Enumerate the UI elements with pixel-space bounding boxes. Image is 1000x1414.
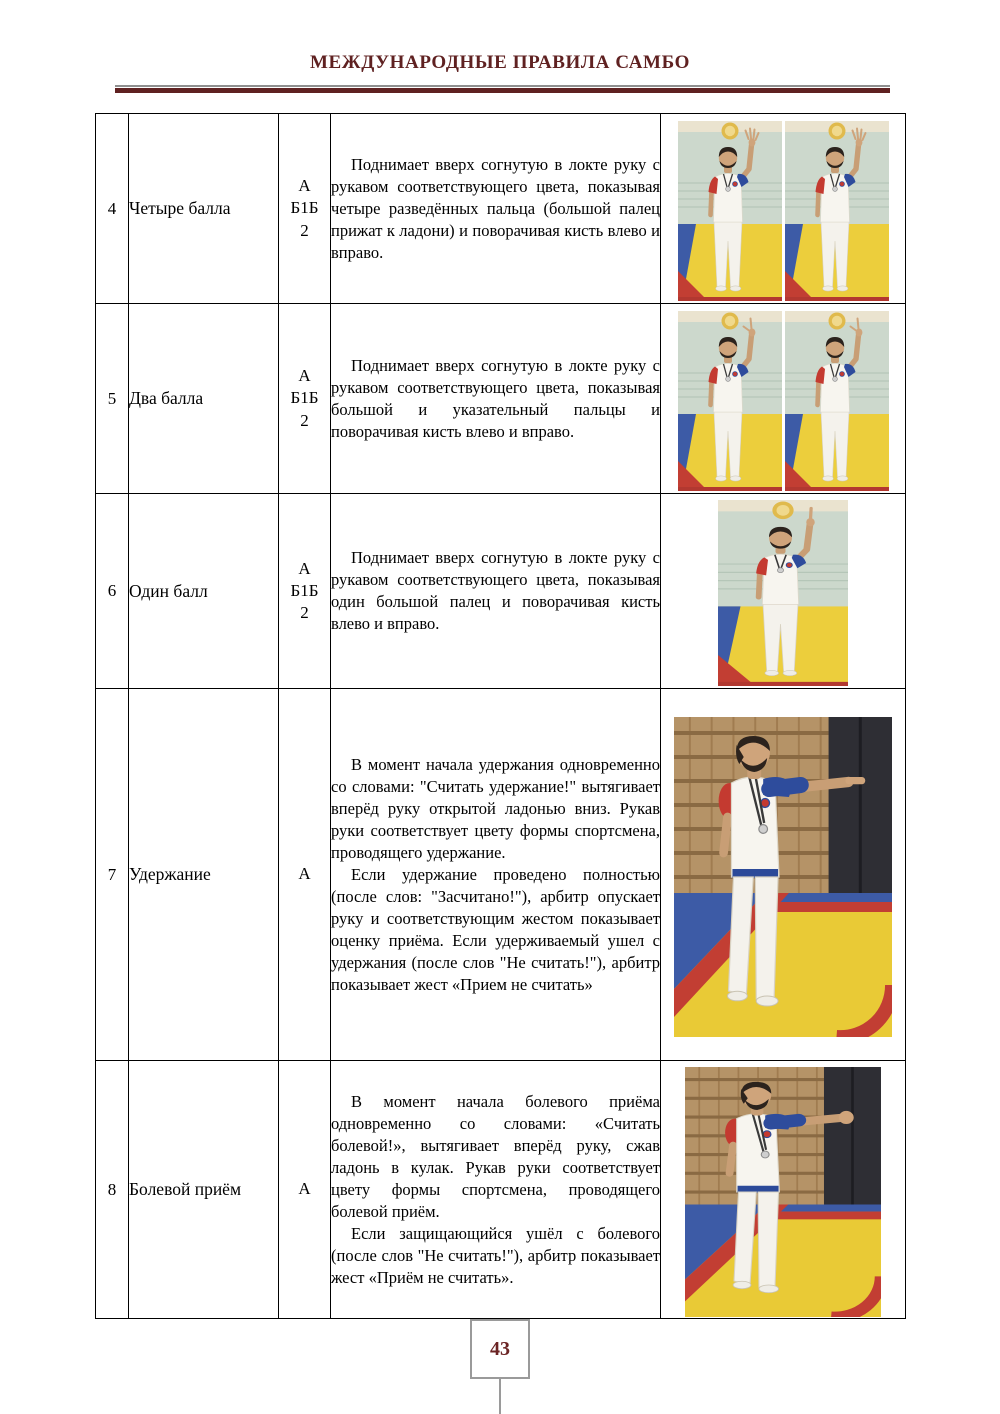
row-number: 7 bbox=[107, 864, 117, 884]
gesture-photos-cell bbox=[661, 304, 906, 494]
gesture-name-cell bbox=[129, 494, 279, 689]
gesture-code-cell bbox=[279, 1061, 331, 1319]
gesture-photos-cell bbox=[661, 494, 906, 689]
gesture-photos-cell bbox=[661, 1061, 906, 1319]
referee-photo-arm-extended-palm-down bbox=[674, 717, 892, 1037]
description-paragraph: Если защищающийся ушёл с болевого (после слов "Не считать!"), арбитр показывает жест «Приём не считать». bbox=[331, 1223, 660, 1287]
referee-gestures-table bbox=[95, 113, 906, 1319]
code-line: Б1Б bbox=[290, 198, 319, 218]
gesture-name-cell bbox=[129, 1061, 279, 1319]
code-line: А bbox=[298, 366, 311, 386]
description-paragraph: Поднимает вверх согнутую в локте руку с рукавом соответствующего цвета, показывая большой и указательный пальцы и поворачивая кисть влево и вправо. bbox=[331, 355, 660, 441]
code-line: А bbox=[298, 864, 311, 884]
gesture-code-cell bbox=[279, 114, 331, 304]
gesture-name: Четыре балла bbox=[129, 198, 231, 218]
table-row-four-points bbox=[96, 114, 906, 304]
header-divider-thin-line bbox=[115, 85, 890, 87]
description-paragraph: В момент начала удержания одновременно со словами: "Считать удержание!" вытягивает вперёд руку открытой ладонью вниз. Рукав руки соответствует цвету формы спортсмена, проводящего удержание. bbox=[331, 754, 660, 862]
table-row-one-point bbox=[96, 494, 906, 689]
row-number: 5 bbox=[107, 388, 117, 408]
gesture-photos-cell bbox=[661, 689, 906, 1061]
table-row-hold bbox=[96, 689, 906, 1061]
row-number-cell bbox=[96, 304, 129, 494]
header-divider bbox=[115, 85, 890, 93]
code-line: Б1Б bbox=[290, 388, 319, 408]
gesture-photos-cell bbox=[661, 114, 906, 304]
referee-photo-thumb-index-2 bbox=[785, 311, 889, 491]
gesture-description-cell bbox=[331, 304, 661, 494]
gesture-description-cell bbox=[331, 494, 661, 689]
description-paragraph: Поднимает вверх согнутую в локте руку с рукавом соответствующего цвета, показывая четыре разведённых пальца (большой палец прижат к ладони) и поворачивая кисть влево и вправо. bbox=[331, 154, 660, 262]
gesture-name: Болевой приём bbox=[129, 1179, 242, 1199]
header-divider-thick-line bbox=[115, 88, 890, 93]
referee-photo-arm-extended-fist bbox=[685, 1067, 881, 1317]
row-number-cell bbox=[96, 689, 129, 1061]
row-number-cell bbox=[96, 1061, 129, 1319]
gesture-name-cell bbox=[129, 114, 279, 304]
page-number-anchor-line bbox=[499, 1377, 501, 1414]
gesture-code-cell bbox=[279, 689, 331, 1061]
description-paragraph: Если удержание проведено полностью (после слов: "Засчитано!"), арбитр опускает руку и соответствующим жестом показывает оценку приёма. Если удерживаемый ушел с удержания (после слов "Не считать!"), арбитр показывает жест «Прием не считать» bbox=[331, 864, 660, 994]
referee-photo-thumb-index-1 bbox=[678, 311, 782, 491]
row-number: 4 bbox=[107, 198, 117, 218]
code-line: 2 bbox=[300, 410, 309, 430]
gesture-description-cell bbox=[331, 114, 661, 304]
gesture-description-cell bbox=[331, 689, 661, 1061]
page-number: 43 bbox=[490, 1337, 510, 1360]
table-row-painful-hold bbox=[96, 1061, 906, 1319]
gesture-code-cell bbox=[279, 494, 331, 689]
table-row-two-points bbox=[96, 304, 906, 494]
description-paragraph: Поднимает вверх согнутую в локте руку с рукавом соответствующего цвета, показывая один большой палец и поворачивая кисть влево и вправо. bbox=[331, 548, 660, 633]
code-line: А bbox=[298, 176, 311, 196]
gesture-name: Удержание bbox=[129, 864, 211, 884]
gesture-name: Один балл bbox=[129, 580, 208, 601]
code-line: А bbox=[298, 558, 311, 578]
gesture-description-cell bbox=[331, 1061, 661, 1319]
referee-photo-four-fingers-1 bbox=[678, 121, 782, 301]
referee-photo-thumb-up bbox=[718, 500, 848, 686]
referee-photo-four-fingers-2 bbox=[785, 121, 889, 301]
description-paragraph: В момент начала болевого приёма одновременно со словами: «Считать болевой!», вытягивает вперёд руку, сжав ладонь в кулак. Рукав руки соответствует цвету формы спортсмена, проводящего болевой приём. bbox=[331, 1091, 660, 1221]
code-line: А bbox=[298, 1179, 311, 1199]
page-title: МЕЖДУНАРОДНЫЕ ПРАВИЛА САМБО bbox=[310, 52, 690, 73]
row-number-cell bbox=[96, 114, 129, 304]
code-line: 2 bbox=[300, 603, 309, 623]
row-number: 8 bbox=[107, 1179, 117, 1199]
page-number-box bbox=[470, 1319, 530, 1379]
gesture-name-cell bbox=[129, 304, 279, 494]
code-line: Б1Б bbox=[290, 580, 319, 600]
code-line: 2 bbox=[300, 220, 309, 240]
gesture-name: Два балла bbox=[129, 388, 204, 408]
gesture-code-cell bbox=[279, 304, 331, 494]
row-number-cell bbox=[96, 494, 129, 689]
row-number: 6 bbox=[107, 581, 117, 600]
gesture-name-cell bbox=[129, 689, 279, 1061]
